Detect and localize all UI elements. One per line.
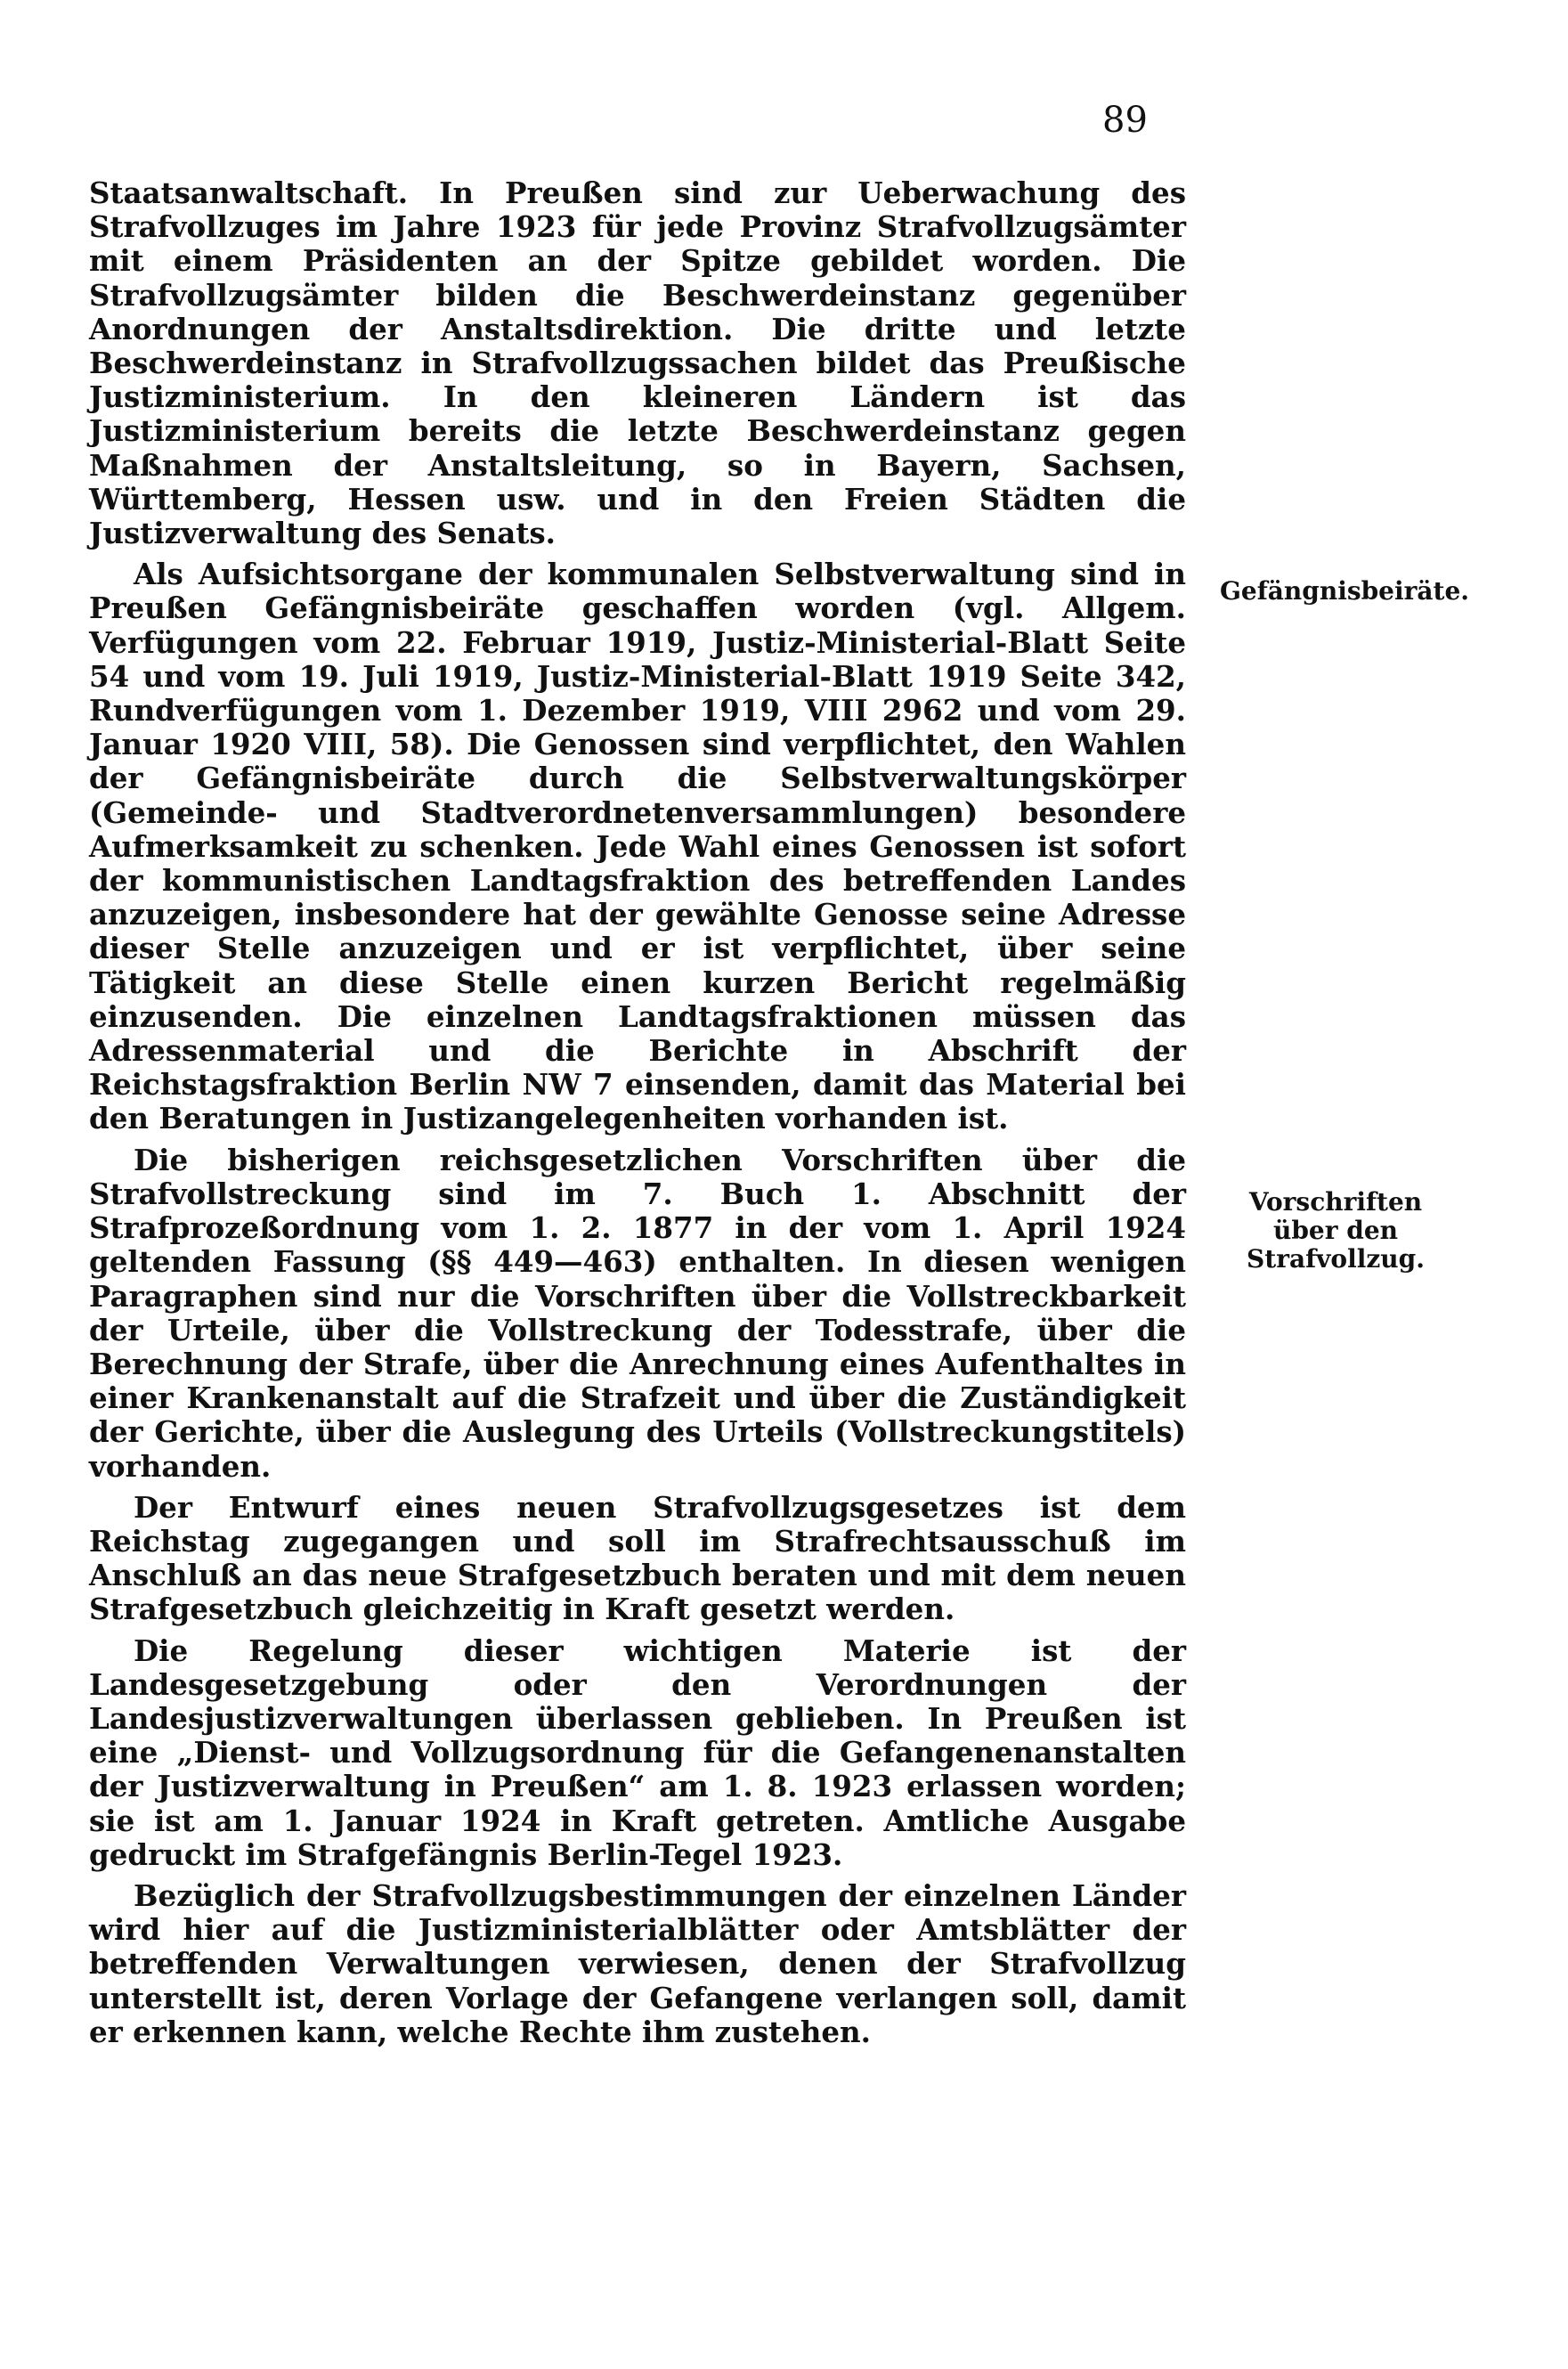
margin-note-gefaengnisbeiraete: Gefängnisbeiräte. bbox=[1220, 576, 1470, 606]
paragraph-1: Staatsanwaltschaft. In Preußen sind zur Ueberwachung des Strafvollzuges im Jahre 1923 für jede Provinz Strafvollzugsämter mit einem Präsidenten an der Spitze gebildet worden. Die Strafvollzugsämter bilden die Beschwerdeinstanz gegenüber Anordnungen der Anstaltsdirektion. Die dritte und letzte Beschwerdeinstanz in Strafvollzugssachen bildet das Preußische Justizministerium. In den kleineren Ländern ist das Justizministerium bereits die letzte Beschwerdeinstanz gegen Maßnahmen der Anstaltsleitung, so in Bayern, Sachsen, Württemberg, Hessen usw. und in den Freien Städten die Justizverwaltung des Senats. bbox=[89, 175, 1186, 551]
page-number: 89 bbox=[1102, 100, 1148, 141]
main-text-column bbox=[89, 176, 1186, 2056]
paragraph-6: Bezüglich der Strafvollzugsbestimmungen der einzelnen Länder wird hier auf die Justizministerialblätter oder Amtsblätter der betreffenden Verwaltungen verwiesen, denen der Strafvollzug unterstellt ist, deren Vorlage der Gefangene verlangen soll, damit er erkennen kann, welche Rechte ihm zustehen. bbox=[89, 1877, 1186, 2049]
paragraph-3: Die bisherigen reichsgesetzlichen Vorschriften über die Strafvollstreckung sind im 7. Buch 1. Abschnitt der Strafprozeßordnung vom 1. 2. 1877 in der vom 1. April 1924 geltenden Fassung (§§ 449—463) enthalten. In diesen wenigen Paragraphen sind nur die Vorschriften über die Vollstreckbarkeit der Urteile, über die Vollstreckung der Todesstrafe, über die Berechnung der Strafe, über die Anrechnung eines Aufenthaltes in einer Krankenanstalt auf die Strafzeit und über die Zuständigkeit der Gerichte, über die Auslegung des Urteils (Vollstreckungstitels) vorhanden. bbox=[89, 1142, 1186, 1484]
paragraph-4: Der Entwurf eines neuen Strafvollzugsgesetzes ist dem Reichstag zugegangen und soll im Strafrechtsausschuß im Anschluß an das neue Strafgesetzbuch beraten und mit dem neuen Strafgesetzbuch gleichzeitig in Kraft gesetzt werden. bbox=[89, 1489, 1186, 1627]
paragraph-2: Als Aufsichtsorgane der kommunalen Selbstverwaltung sind in Preußen Gefängnisbeiräte geschaffen worden (vgl. Allgem. Verfügungen vom 22. Februar 1919, Justiz-Ministerial-Blatt Seite 54 und vom 19. Juli 1919, Justiz-Ministerial-Blatt 1919 Seite 342, Rundverfügungen vom 1. Dezember 1919, VIII 2962 und vom 29. Januar 1920 VIII, 58). Die Genossen sind verpflichtet, den Wahlen der Gefängnisbeiräte durch die Selbstverwaltungskörper (Gemeinde- und Stadtverordnetenversammlungen) besondere Aufmerksamkeit zu schenken. Jede Wahl eines Genossen ist sofort der kommunistischen Landtagsfraktion des betreffenden Landes anzuzeigen, insbesondere hat der gewählte Genosse seine Adresse dieser Stelle anzuzeigen und er ist verpflichtet, über seine Tätigkeit an diese Stelle einen kurzen Bericht regelmäßig einzusenden. Die einzelnen Landtagsfraktionen müssen das Adressenmaterial und die Berichte in Abschrift der Reichstagsfraktion Berlin NW 7 einsenden, damit das Material bei den Beratungen in Justizangelegenheiten vorhanden ist. bbox=[89, 557, 1186, 1136]
margin-note-vorschriften: Vorschriften über den Strafvollzug. bbox=[1247, 1187, 1425, 1274]
paragraph-5: Die Regelung dieser wichtigen Materie ist der Landesgesetzgebung oder den Verordnungen der Landesjustizverwaltungen überlassen geblieben. In Preußen ist eine „Dienst- und Vollzugsordnung für die Gefangenenanstalten der Justizverwaltung in Preußen“ am 1. 8. 1923 erlassen worden; sie ist am 1. Januar 1924 in Kraft getreten. Amtliche Ausgabe gedruckt im Strafgefängnis Berlin-Tegel 1923. bbox=[89, 1632, 1186, 1872]
